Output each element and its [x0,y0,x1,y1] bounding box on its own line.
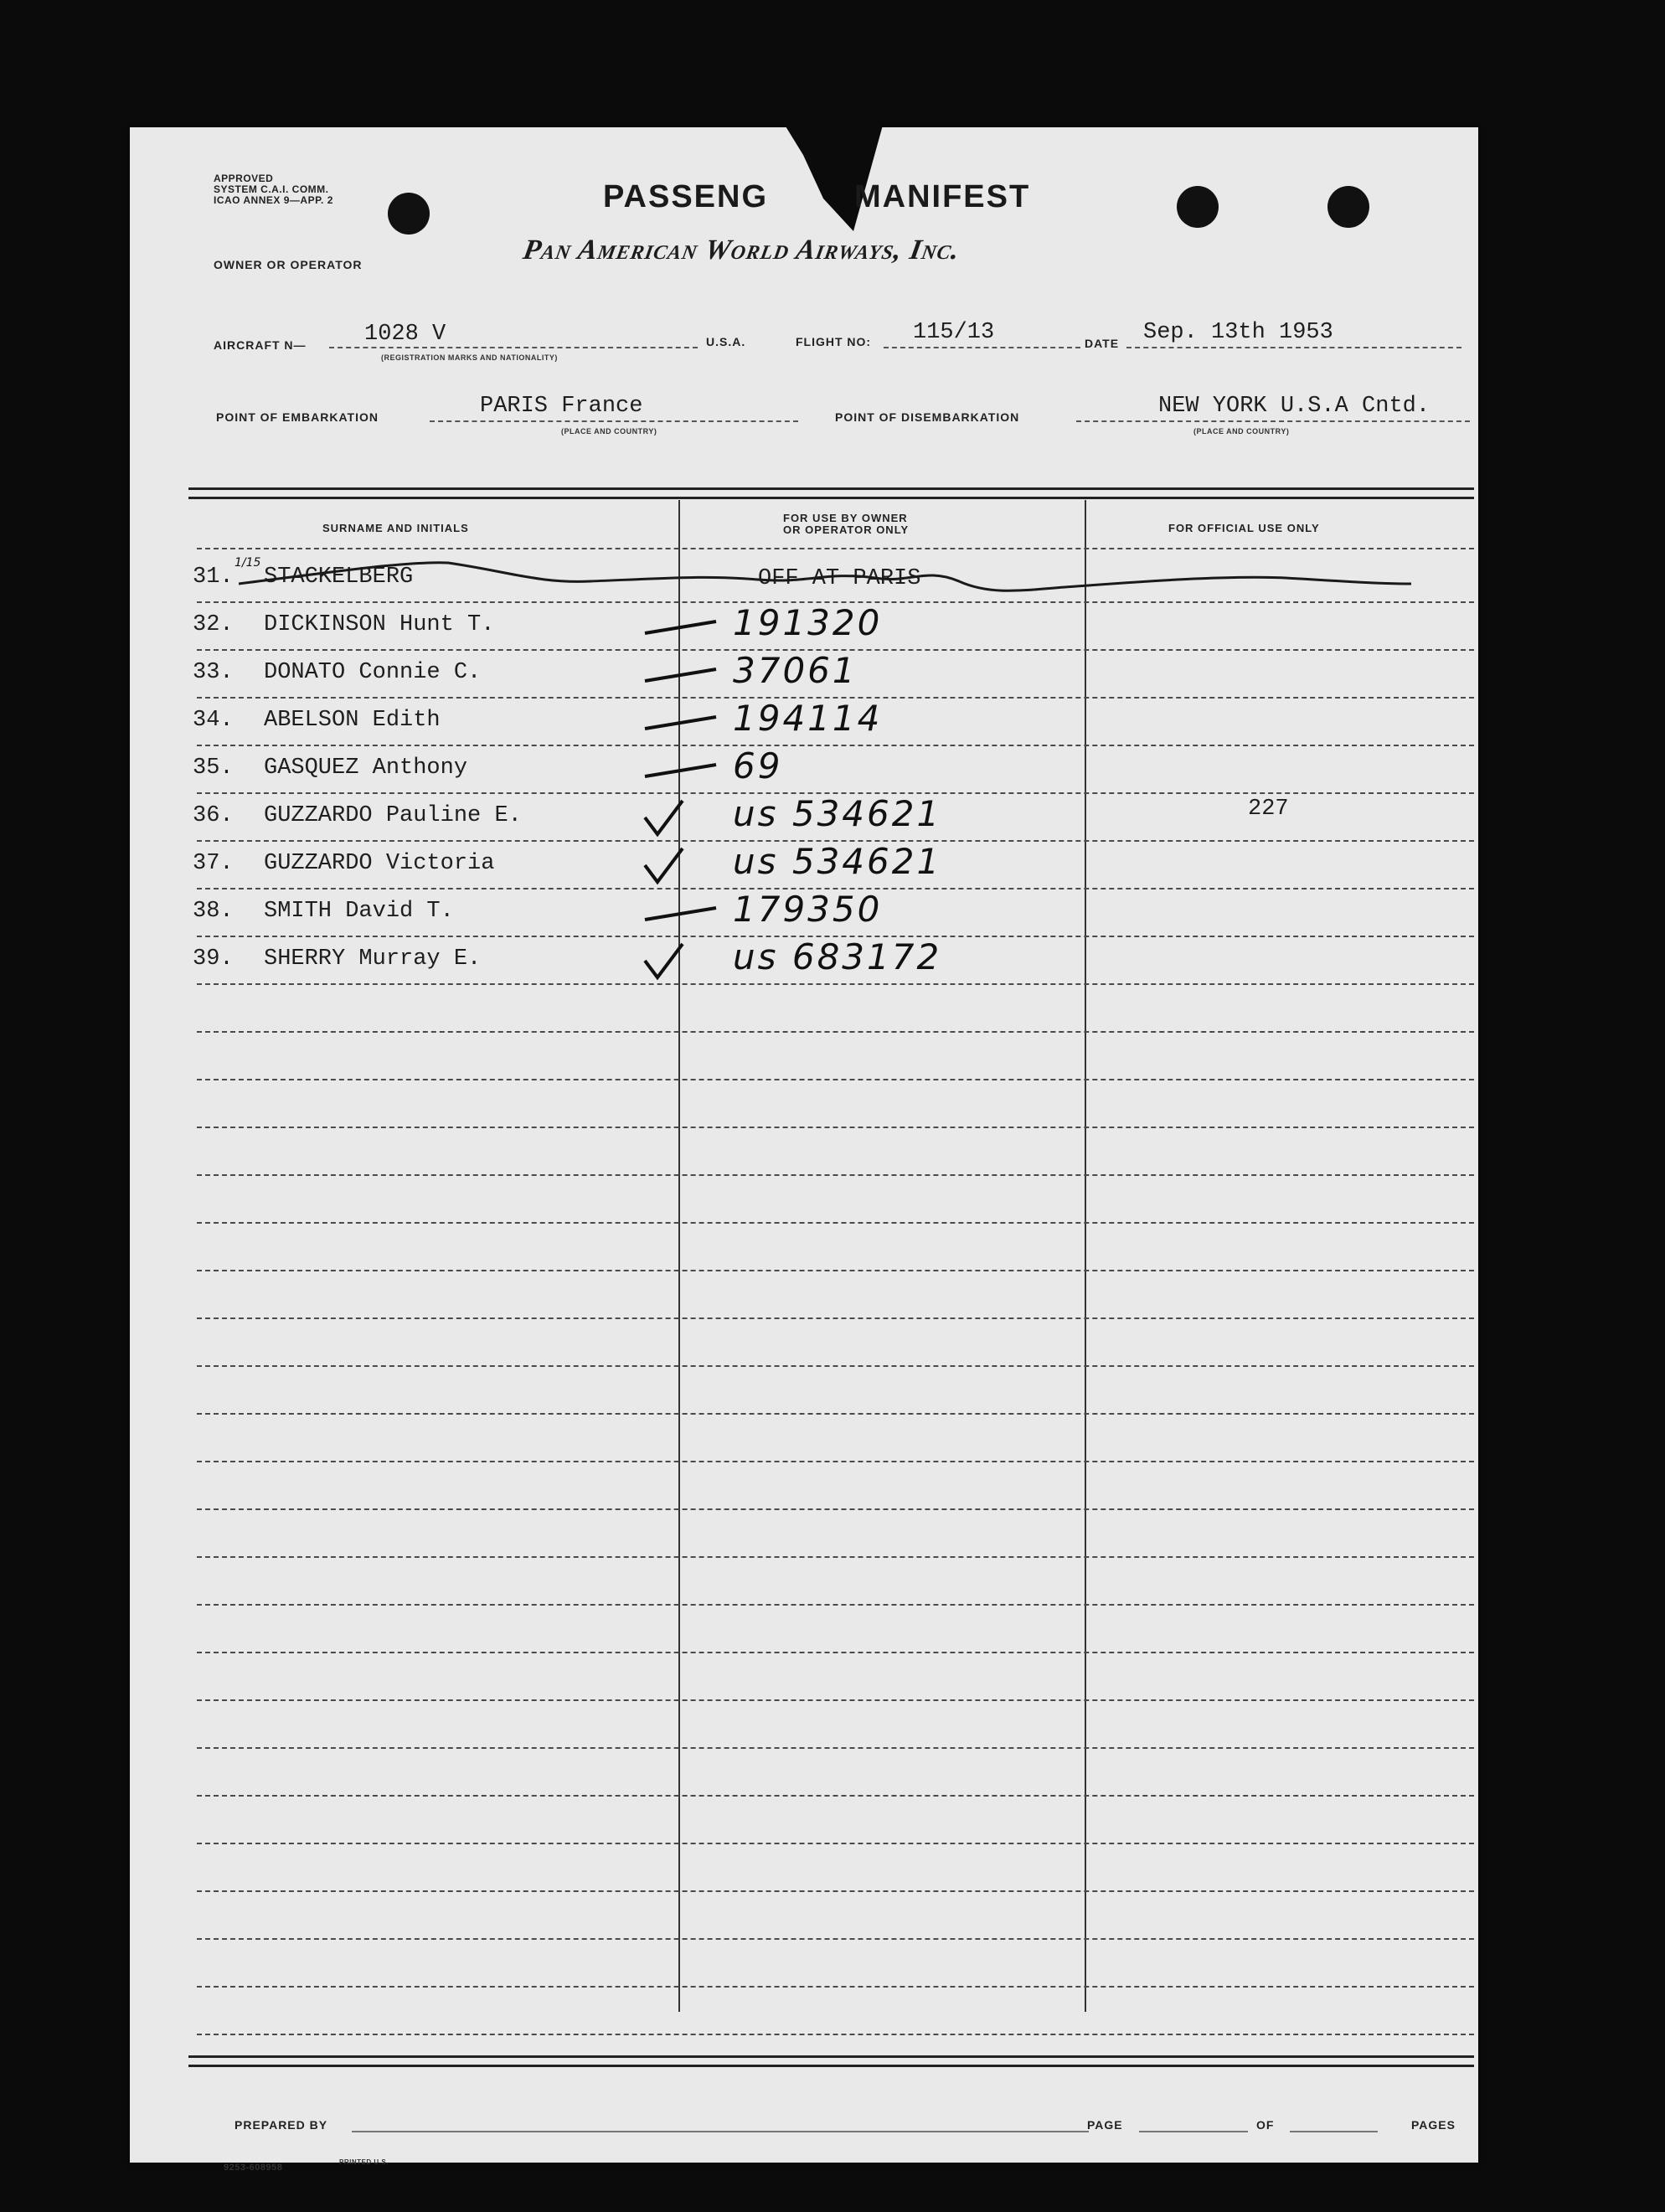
passport-number-handwritten: 179350 [733,889,883,930]
punch-hole-right [1327,186,1369,228]
strike-through-mark [239,546,1495,596]
row-rule [197,1604,1474,1606]
passport-number-handwritten: us 683172 [733,936,942,977]
punch-hole-left [388,193,430,235]
check-mark-icon [641,847,750,889]
approval-line-2: SYSTEM C.A.I. COMM. [214,183,329,195]
disembark-underline [1076,420,1470,422]
col-header-owner-2: OR OPERATOR ONLY [783,523,910,536]
table-top-rule [188,487,1474,499]
embark-label: POINT OF EMBARKATION [216,410,379,424]
passenger-number: 38. [193,899,234,924]
column-divider-2 [1085,500,1086,2012]
dash-mark-icon [641,751,750,793]
aircraft-underline [329,347,698,348]
col-header-owner-1: FOR USE BY OWNER [783,512,908,524]
date-underline [1126,347,1461,348]
passenger-number: 34. [193,708,234,733]
passenger-number: 33. [193,660,234,685]
passenger-name: SMITH David T. [264,899,454,924]
passenger-name: DONATO Connie C. [264,660,482,685]
passenger-name: GUZZARDO Pauline E. [264,803,522,828]
flight-underline [884,347,1080,348]
printed-note: PRINTED U.S. [339,2158,389,2166]
row-rule [197,1938,1474,1940]
embark-sublabel: (PLACE AND COUNTRY) [561,427,657,436]
passenger-number: 31. [193,565,234,590]
row-rule [197,1699,1474,1701]
row-rule [197,1365,1474,1367]
passenger-name: DICKINSON Hunt T. [264,612,495,637]
dash-mark-icon [641,608,750,650]
owner-label: OWNER OR OPERATOR [214,258,363,271]
passenger-name: SHERRY Murray E. [264,946,482,972]
col-header-official: FOR OFFICIAL USE ONLY [1168,522,1320,534]
row-rule [197,1174,1474,1176]
title-left: PASSENG [603,179,769,214]
row-rule [197,1795,1474,1797]
row-rule [197,1317,1474,1319]
page-underline [1139,2131,1248,2132]
passport-number-handwritten: 194114 [733,698,883,739]
embark-value: PARIS France [480,394,643,419]
passenger-number: 32. [193,612,234,637]
row-rule [197,1986,1474,1988]
passenger-number: 37. [193,851,234,876]
passenger-name: GASQUEZ Anthony [264,755,468,781]
page-label: PAGE [1087,2118,1123,2132]
row-rule [197,1127,1474,1128]
company-name: Pan American World Airways, Inc. [520,235,963,266]
passenger-number: 35. [193,755,234,781]
date-label: DATE [1085,337,1120,350]
check-mark-icon [641,942,750,984]
aircraft-value: 1028 V [364,322,446,347]
flight-label: FLIGHT NO: [796,335,872,348]
row-rule [197,1270,1474,1271]
passenger-number: 36. [193,803,234,828]
passport-number-handwritten: 37061 [733,650,858,691]
row-rule [197,1222,1474,1224]
row-rule [197,2034,1474,2035]
disembark-value: NEW YORK U.S.A Cntd. [1158,394,1430,419]
embark-underline [430,420,798,422]
passport-number-handwritten: us 534621 [733,793,942,834]
table-bottom-rule [188,2055,1474,2067]
title-right: MANIFEST [854,179,1031,214]
row-rule [197,1413,1474,1415]
dash-mark-icon [641,656,750,698]
of-underline [1290,2131,1378,2132]
disembark-label: POINT OF DISEMBARKATION [835,410,1020,424]
dash-mark-icon [641,704,750,745]
official-note: 227 [1248,797,1289,822]
manifest-sheet [130,127,1478,2173]
prepared-label: PREPARED BY [235,2118,328,2132]
aircraft-label: AIRCRAFT N— [214,338,307,352]
row-rule [197,1508,1474,1510]
row-rule [197,1747,1474,1749]
of-label: OF [1256,2118,1275,2132]
approval-line-1: APPROVED [214,173,274,184]
passenger-name: ABELSON Edith [264,708,441,733]
disembark-sublabel: (PLACE AND COUNTRY) [1193,427,1290,436]
row-rule [197,1843,1474,1844]
dash-mark-icon [641,895,750,936]
punch-hole-center [1177,186,1219,228]
row-rule [197,1556,1474,1558]
row-rule [197,1031,1474,1033]
margin-note: 1/15 [235,556,261,570]
approval-line-3: ICAO ANNEX 9—APP. 2 [214,194,333,206]
passport-number-handwritten: us 534621 [733,841,942,882]
form-number: 9253-608958 [224,2163,283,2173]
row-rule [197,1461,1474,1462]
row-rule [197,1652,1474,1653]
pages-label: PAGES [1411,2118,1456,2132]
prepared-underline [352,2131,1089,2132]
col-header-name: SURNAME AND INITIALS [322,522,469,534]
flight-value: 115/13 [913,320,995,345]
passenger-number: 39. [193,946,234,972]
passport-number-handwritten: 191320 [733,602,883,643]
date-value: Sep. 13th 1953 [1143,320,1333,345]
row-rule [197,1890,1474,1892]
usa-label: U.S.A. [706,335,746,348]
passenger-name: STACKELBERG [264,565,414,590]
check-mark-icon [641,799,750,841]
passport-number-handwritten: 69 [733,745,783,786]
owner-note-typed: OFF AT PARIS [758,566,921,591]
passenger-name: GUZZARDO Victoria [264,851,495,876]
row-rule [197,1079,1474,1080]
aircraft-sublabel: (REGISTRATION MARKS AND NATIONALITY) [381,353,558,362]
